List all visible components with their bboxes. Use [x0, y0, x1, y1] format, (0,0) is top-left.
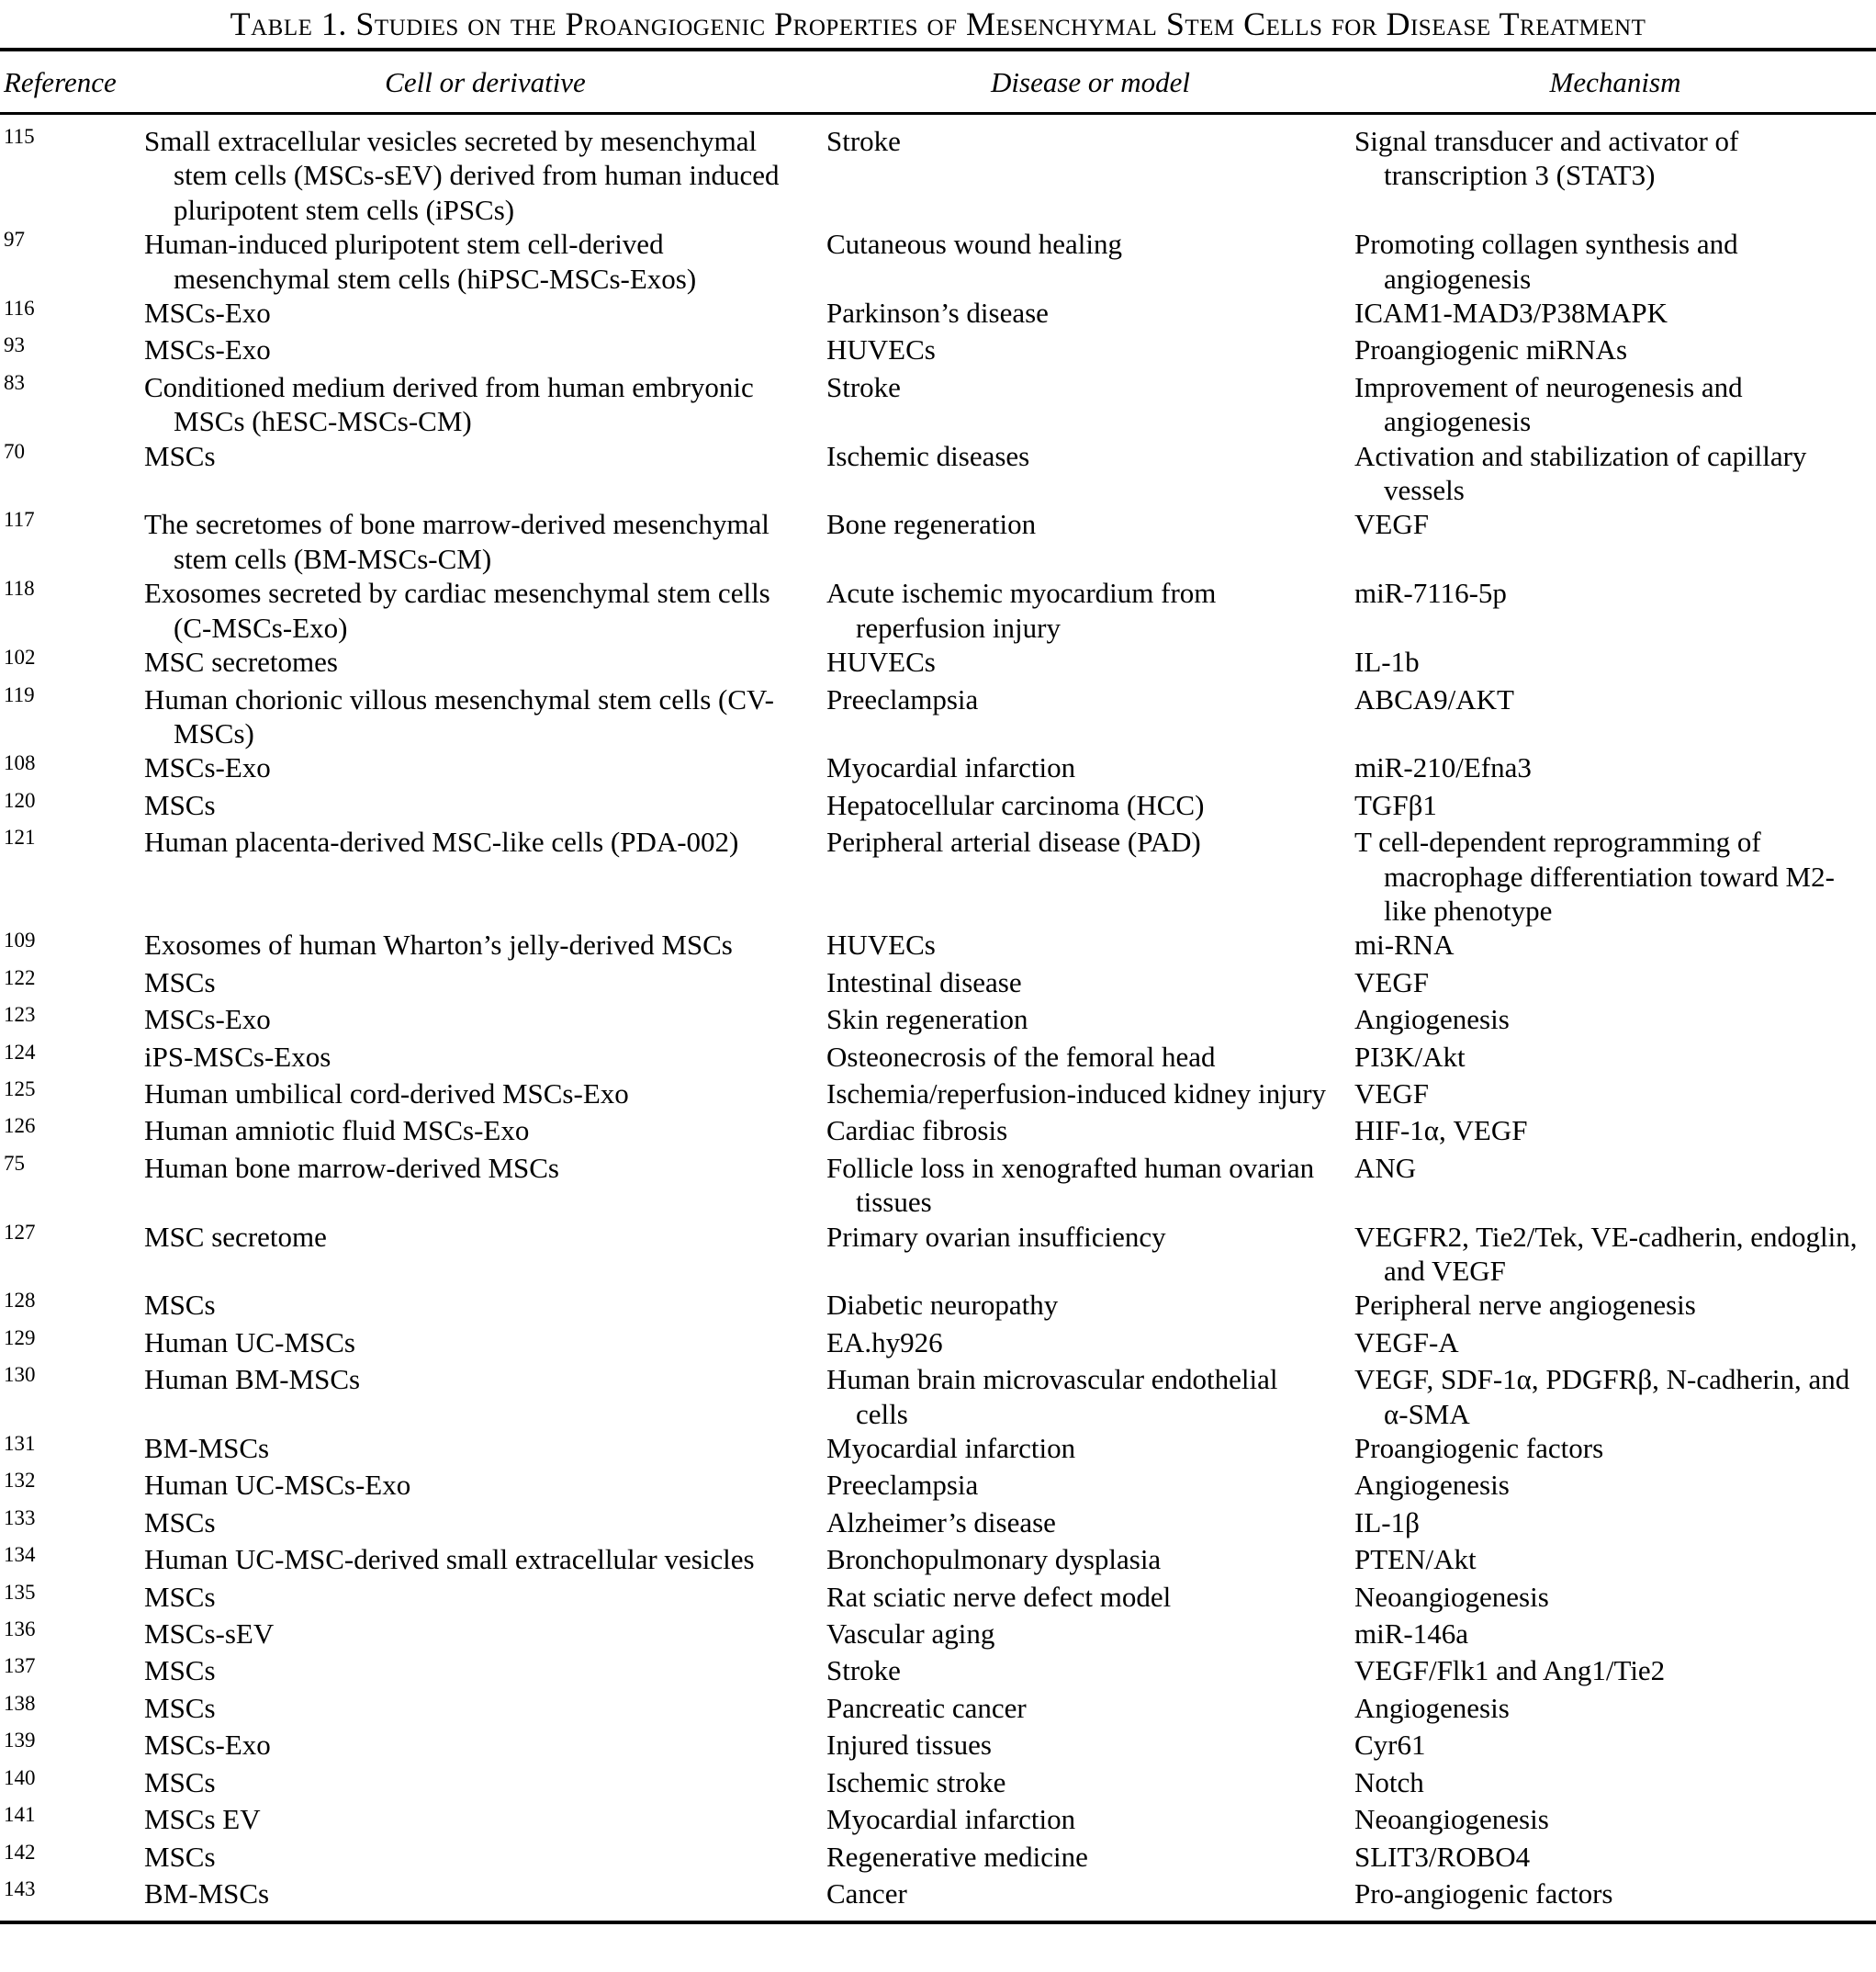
table-row [0, 370, 1876, 439]
mechanism-cell: Notch [1354, 1765, 1424, 1798]
reference-cell [0, 1151, 144, 1220]
table-row [0, 928, 1876, 964]
table-row [0, 1728, 1876, 1764]
cell-or-derivative-cell: Exosomes secreted by cardiac mesenchymal stem cells (C-MSCs-Exo) [144, 577, 770, 644]
table-row [0, 1076, 1876, 1113]
table-header [0, 51, 1876, 114]
table-row [0, 1325, 1876, 1362]
mechanism-cell: miR-7116-5p [1354, 577, 1507, 610]
disease-or-model-cell: Bone regeneration [826, 508, 1037, 541]
cell-or-derivative-cell: MSCs-sEV [144, 1617, 275, 1651]
disease-or-model-cell: Skin regeneration [826, 1003, 1028, 1036]
cell-or-derivative-cell: MSCs-Exo [144, 297, 271, 330]
mechanism-cell: VEGF [1354, 965, 1429, 998]
mechanism-cell: Angiogenesis [1354, 1469, 1510, 1502]
table-row [0, 1542, 1876, 1579]
reference-cell [0, 1580, 144, 1617]
reference-number: 131 [4, 1432, 36, 1456]
reference-cell [0, 1431, 144, 1468]
table-row [0, 1691, 1876, 1728]
reference-cell [0, 1542, 144, 1579]
mechanism-cell: Proangiogenic factors [1354, 1432, 1604, 1465]
reference-number: 75 [4, 1151, 25, 1175]
reference-number: 135 [4, 1580, 36, 1604]
mechanism-cell: T cell-dependent reprogramming of macrophage differentiation toward M2-like phenotype [1354, 826, 1835, 927]
reference-cell [0, 1728, 144, 1764]
cell-or-derivative-cell: MSCs-Exo [144, 333, 271, 366]
reference-cell [0, 1076, 144, 1113]
reference-cell [0, 114, 144, 228]
reference-cell [0, 507, 144, 576]
mechanism-cell: ABCA9/AKT [1354, 682, 1514, 716]
cell-or-derivative-cell: Human chorionic villous mesenchymal stem cells (CV-MSCs) [144, 682, 774, 749]
reference-number: 83 [4, 370, 25, 394]
reference-number: 70 [4, 439, 25, 463]
mechanism-cell: VEGF-A [1354, 1325, 1459, 1358]
reference-number: 132 [4, 1469, 36, 1493]
reference-number: 126 [4, 1114, 36, 1138]
cell-or-derivative-cell: MSCs [144, 1765, 216, 1798]
mechanism-cell: IL-1β [1354, 1505, 1420, 1538]
mechanism-cell: Angiogenesis [1354, 1691, 1510, 1724]
reference-cell [0, 1653, 144, 1690]
table-row [0, 1288, 1876, 1324]
reference-number: 123 [4, 1003, 36, 1027]
disease-or-model-cell: EA.hy926 [826, 1325, 943, 1358]
reference-cell [0, 1040, 144, 1076]
reference-cell [0, 1802, 144, 1839]
disease-or-model-cell: Preeclampsia [826, 682, 979, 716]
reference-number: 118 [4, 577, 35, 601]
cell-or-derivative-cell: Conditioned medium derived from human embryonic MSCs (hESC-MSCs-CM) [144, 370, 754, 438]
disease-or-model-cell: Stroke [826, 370, 901, 403]
mechanism-cell: Pro-angiogenic factors [1354, 1876, 1613, 1910]
reference-cell [0, 370, 144, 439]
table-row [0, 1840, 1876, 1876]
reference-number: 124 [4, 1040, 36, 1064]
reference-number: 119 [4, 682, 35, 706]
cell-or-derivative-cell: Human umbilical cord-derived MSCs-Exo [144, 1076, 629, 1110]
cell-or-derivative-cell: MSCs [144, 1580, 216, 1613]
reference-cell [0, 1002, 144, 1039]
reference-number: 128 [4, 1289, 36, 1313]
table-row [0, 439, 1876, 508]
table-row [0, 1765, 1876, 1802]
reference-cell [0, 332, 144, 369]
reference-cell [0, 1325, 144, 1362]
cell-or-derivative-cell: Human placenta-derived MSC-like cells (PDA-002) [144, 826, 739, 859]
table-row [0, 788, 1876, 825]
reference-number: 121 [4, 826, 36, 850]
reference-cell [0, 645, 144, 682]
mechanism-cell: mi-RNA [1354, 929, 1455, 962]
studies-table [0, 51, 1876, 1924]
table-row [0, 1802, 1876, 1839]
reference-cell [0, 439, 144, 508]
reference-cell [0, 296, 144, 332]
table-row [0, 1362, 1876, 1431]
disease-or-model-cell: Pancreatic cancer [826, 1691, 1027, 1724]
cell-or-derivative-cell: Human amniotic fluid MSCs-Exo [144, 1114, 530, 1147]
mechanism-cell: SLIT3/ROBO4 [1354, 1840, 1531, 1873]
table-row [0, 750, 1876, 787]
cell-or-derivative-cell: MSCs [144, 1840, 216, 1873]
cell-or-derivative-cell: MSC secretome [144, 1220, 327, 1253]
cell-or-derivative-cell: iPS-MSCs-Exos [144, 1040, 331, 1073]
table-row [0, 114, 1876, 228]
table-row [0, 1040, 1876, 1076]
disease-or-model-cell: Cutaneous wound healing [826, 228, 1123, 261]
reference-cell [0, 682, 144, 751]
reference-number: 138 [4, 1691, 36, 1715]
reference-number: 140 [4, 1765, 36, 1789]
column-header-disease-or-model: Disease or model [826, 51, 1354, 114]
disease-or-model-cell: Ischemic diseases [826, 439, 1030, 472]
table-title: Table 1. Studies on the Proangiogenic Properties of Mesenchymal Stem Cells for Disease Treatment [230, 6, 1646, 42]
reference-cell [0, 576, 144, 645]
mechanism-cell: Activation and stabilization of capillary vessels [1354, 439, 1807, 507]
reference-cell [0, 1617, 144, 1653]
table-row [0, 227, 1876, 296]
table-row [0, 507, 1876, 576]
disease-or-model-cell: Myocardial infarction [826, 1432, 1076, 1465]
mechanism-cell: VEGF/Flk1 and Ang1/Tie2 [1354, 1654, 1666, 1687]
mechanism-cell: VEGF [1354, 1076, 1429, 1110]
disease-or-model-cell: HUVECs [826, 929, 936, 962]
reference-number: 97 [4, 228, 25, 252]
mechanism-cell: Improvement of neurogenesis and angiogenesis [1354, 370, 1743, 438]
mechanism-cell: Angiogenesis [1354, 1003, 1510, 1036]
cell-or-derivative-cell: MSCs [144, 965, 216, 998]
disease-or-model-cell: Alzheimer’s disease [826, 1505, 1056, 1538]
table-row [0, 1431, 1876, 1468]
cell-or-derivative-cell: The secretomes of bone marrow-derived mesenchymal stem cells (BM-MSCs-CM) [144, 508, 769, 575]
reference-cell [0, 1505, 144, 1542]
disease-or-model-cell: Stroke [826, 1654, 901, 1687]
cell-or-derivative-cell: MSCs [144, 1505, 216, 1538]
table-row [0, 1468, 1876, 1504]
reference-number: 137 [4, 1654, 36, 1678]
disease-or-model-cell: Osteonecrosis of the femoral head [826, 1040, 1216, 1073]
disease-or-model-cell: HUVECs [826, 646, 936, 679]
reference-cell [0, 1113, 144, 1150]
table-row [0, 1113, 1876, 1150]
reference-number: 108 [4, 751, 36, 775]
cell-or-derivative-cell: Human BM-MSCs [144, 1363, 361, 1396]
reference-number: 129 [4, 1325, 36, 1349]
reference-number: 127 [4, 1220, 36, 1244]
mechanism-cell: Cyr61 [1354, 1729, 1426, 1762]
cell-or-derivative-cell: MSCs [144, 1654, 216, 1687]
reference-number: 115 [4, 125, 35, 148]
reference-number: 136 [4, 1617, 36, 1641]
cell-or-derivative-cell: BM-MSCs [144, 1432, 270, 1465]
table-row [0, 825, 1876, 928]
disease-or-model-cell: Cardiac fibrosis [826, 1114, 1008, 1147]
reference-cell [0, 1840, 144, 1876]
cell-or-derivative-cell: Small extracellular vesicles secreted by mesenchymal stem cells (MSCs-sEV) derived from human induced pluripotent stem cells (iPSCs) [144, 125, 780, 226]
disease-or-model-cell: Diabetic neuropathy [826, 1289, 1059, 1322]
reference-number: 125 [4, 1076, 36, 1100]
reference-cell [0, 1691, 144, 1728]
reference-cell [0, 928, 144, 964]
header-row [0, 51, 1876, 114]
disease-or-model-cell: Ischemic stroke [826, 1765, 1006, 1798]
table-body [0, 114, 1876, 1923]
cell-or-derivative-cell: MSCs-Exo [144, 1729, 271, 1762]
mechanism-cell: Neoangiogenesis [1354, 1803, 1549, 1836]
mechanism-cell: miR-146a [1354, 1617, 1468, 1651]
table-row [0, 965, 1876, 1002]
mechanism-cell: miR-210/Efna3 [1354, 751, 1532, 784]
reference-number: 143 [4, 1876, 36, 1900]
reference-cell [0, 1220, 144, 1289]
mechanism-cell: Signal transducer and activator of transcription 3 (STAT3) [1354, 125, 1739, 192]
cell-or-derivative-cell: Human UC-MSC-derived small extracellular vesicles [144, 1543, 755, 1576]
table-row [0, 1653, 1876, 1690]
mechanism-cell: TGFβ1 [1354, 788, 1437, 821]
reference-cell [0, 1468, 144, 1504]
disease-or-model-cell: Rat sciatic nerve defect model [826, 1580, 1172, 1613]
reference-cell [0, 1876, 144, 1922]
table-row [0, 1220, 1876, 1289]
reference-number: 116 [4, 297, 35, 321]
table-row [0, 1617, 1876, 1653]
mechanism-cell: PTEN/Akt [1354, 1543, 1477, 1576]
reference-number: 93 [4, 333, 25, 357]
cell-or-derivative-cell: Human bone marrow-derived MSCs [144, 1151, 559, 1184]
reference-number: 139 [4, 1729, 36, 1752]
column-header-cell-or-derivative: Cell or derivative [144, 51, 826, 114]
reference-cell [0, 788, 144, 825]
disease-or-model-cell: Hepatocellular carcinoma (HCC) [826, 788, 1205, 821]
cell-or-derivative-cell: MSCs [144, 788, 216, 821]
reference-cell [0, 750, 144, 787]
reference-number: 122 [4, 965, 36, 989]
disease-or-model-cell: Myocardial infarction [826, 1803, 1076, 1836]
reference-cell [0, 227, 144, 296]
table-row [0, 1002, 1876, 1039]
mechanism-cell: ICAM1-MAD3/P38MAPK [1354, 297, 1668, 330]
cell-or-derivative-cell: Human-induced pluripotent stem cell-derived mesenchymal stem cells (hiPSC-MSCs-Exos) [144, 228, 697, 295]
reference-number: 117 [4, 508, 35, 532]
cell-or-derivative-cell: MSCs [144, 1289, 216, 1322]
disease-or-model-cell: HUVECs [826, 333, 936, 366]
disease-or-model-cell: Preeclampsia [826, 1469, 979, 1502]
disease-or-model-cell: Injured tissues [826, 1729, 992, 1762]
disease-or-model-cell: Human brain microvascular endothelial cells [826, 1363, 1278, 1430]
disease-or-model-cell: Stroke [826, 125, 901, 157]
column-header-mechanism: Mechanism [1354, 51, 1876, 114]
mechanism-cell: Promoting collagen synthesis and angiogenesis [1354, 228, 1738, 295]
table-row [0, 296, 1876, 332]
cell-or-derivative-cell: BM-MSCs [144, 1876, 270, 1910]
reference-number: 130 [4, 1363, 36, 1387]
disease-or-model-cell: Vascular aging [826, 1617, 995, 1651]
cell-or-derivative-cell: MSCs EV [144, 1803, 261, 1836]
disease-or-model-cell: Peripheral arterial disease (PAD) [826, 826, 1201, 859]
table-row [0, 1505, 1876, 1542]
disease-or-model-cell: Intestinal disease [826, 965, 1022, 998]
disease-or-model-cell: Cancer [826, 1876, 907, 1910]
cell-or-derivative-cell: MSCs [144, 439, 216, 472]
mechanism-cell: Neoangiogenesis [1354, 1580, 1549, 1613]
disease-or-model-cell: Ischemia/reperfusion-induced kidney injury [826, 1076, 1327, 1110]
table-row [0, 1151, 1876, 1220]
mechanism-cell: VEGFR2, Tie2/Tek, VE-cadherin, endoglin, and VEGF [1354, 1220, 1858, 1287]
table-row [0, 332, 1876, 369]
disease-or-model-cell: Myocardial infarction [826, 751, 1076, 784]
mechanism-cell: Proangiogenic miRNAs [1354, 333, 1628, 366]
reference-cell [0, 1288, 144, 1324]
disease-or-model-cell: Acute ischemic myocardium from reperfusion injury [826, 577, 1217, 644]
table-row [0, 645, 1876, 682]
column-header-reference: Reference [0, 51, 144, 114]
cell-or-derivative-cell: Human UC-MSCs-Exo [144, 1469, 411, 1502]
reference-number: 109 [4, 929, 36, 952]
reference-number: 141 [4, 1803, 36, 1827]
reference-number: 133 [4, 1505, 36, 1529]
reference-cell [0, 1765, 144, 1802]
mechanism-cell: ANG [1354, 1151, 1417, 1184]
reference-number: 142 [4, 1840, 36, 1864]
cell-or-derivative-cell: MSCs [144, 1691, 216, 1724]
disease-or-model-cell: Regenerative medicine [826, 1840, 1088, 1873]
reference-cell [0, 1362, 144, 1431]
cell-or-derivative-cell: MSCs-Exo [144, 1003, 271, 1036]
table-row [0, 576, 1876, 645]
table-row [0, 1876, 1876, 1922]
mechanism-cell: IL-1b [1354, 646, 1420, 679]
cell-or-derivative-cell: MSC secretomes [144, 646, 338, 679]
cell-or-derivative-cell: MSCs-Exo [144, 751, 271, 784]
cell-or-derivative-cell: Exosomes of human Wharton’s jelly-derived MSCs [144, 929, 733, 962]
reference-number: 102 [4, 646, 36, 670]
reference-number: 120 [4, 788, 36, 812]
cell-or-derivative-cell: Human UC-MSCs [144, 1325, 355, 1358]
reference-number: 134 [4, 1543, 36, 1567]
disease-or-model-cell: Parkinson’s disease [826, 297, 1049, 330]
disease-or-model-cell: Bronchopulmonary dysplasia [826, 1543, 1162, 1576]
mechanism-cell: PI3K/Akt [1354, 1040, 1466, 1073]
disease-or-model-cell: Primary ovarian insufficiency [826, 1220, 1166, 1253]
table-row [0, 1580, 1876, 1617]
mechanism-cell: Peripheral nerve angiogenesis [1354, 1289, 1696, 1322]
reference-cell [0, 825, 144, 928]
mechanism-cell: VEGF, SDF-1α, PDGFRβ, N-cadherin, and α-SMA [1354, 1363, 1850, 1430]
mechanism-cell: HIF-1α, VEGF [1354, 1114, 1528, 1147]
mechanism-cell: VEGF [1354, 508, 1429, 541]
table-row [0, 682, 1876, 751]
reference-cell [0, 965, 144, 1002]
disease-or-model-cell: Follicle loss in xenografted human ovarian tissues [826, 1151, 1315, 1219]
